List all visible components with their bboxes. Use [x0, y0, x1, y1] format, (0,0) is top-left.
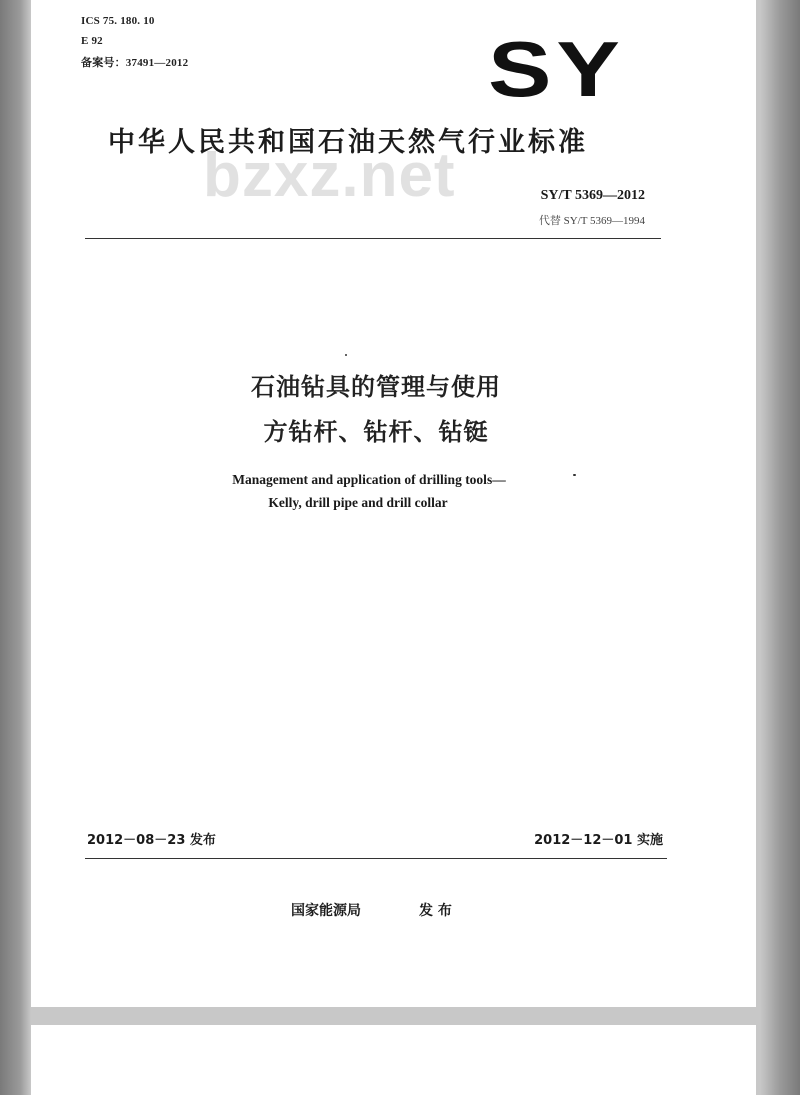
filing-number: 备案号：37491—2012	[81, 57, 189, 69]
scan-speck	[573, 474, 576, 476]
scan-speck	[345, 354, 347, 356]
document-title-line2: 方钻杆、钻杆、钻铤	[263, 418, 489, 446]
document-page	[31, 0, 756, 1007]
sy-logo: SY	[488, 25, 625, 113]
issue-date: 2012－08－23 发布	[87, 833, 216, 848]
standard-number: SY/T 5369—2012	[540, 188, 645, 203]
replaces-standard: 代替 SY/T 5369—1994	[538, 215, 645, 227]
next-page	[31, 1025, 756, 1095]
header-rule	[85, 238, 661, 239]
english-title-line1: Management and application of drilling tools—	[232, 472, 506, 487]
industry-standard-title: 中华人民共和国石油天然气行业标准	[108, 127, 588, 158]
category-code: E 92	[81, 35, 103, 47]
implementation-date: 2012－12－01 实施	[534, 833, 663, 848]
english-title-line2: Kelly, drill pipe and drill collar	[268, 495, 448, 510]
issuing-authority: 国家能源局	[291, 903, 361, 919]
watermark: bzxz.net	[203, 141, 456, 210]
document-title-line1: 石油钻具的管理与使用	[251, 373, 501, 401]
issue-label: 发 布	[419, 903, 452, 919]
footer-rule	[85, 858, 667, 859]
ics-code: ICS 75. 180. 10	[81, 15, 155, 27]
